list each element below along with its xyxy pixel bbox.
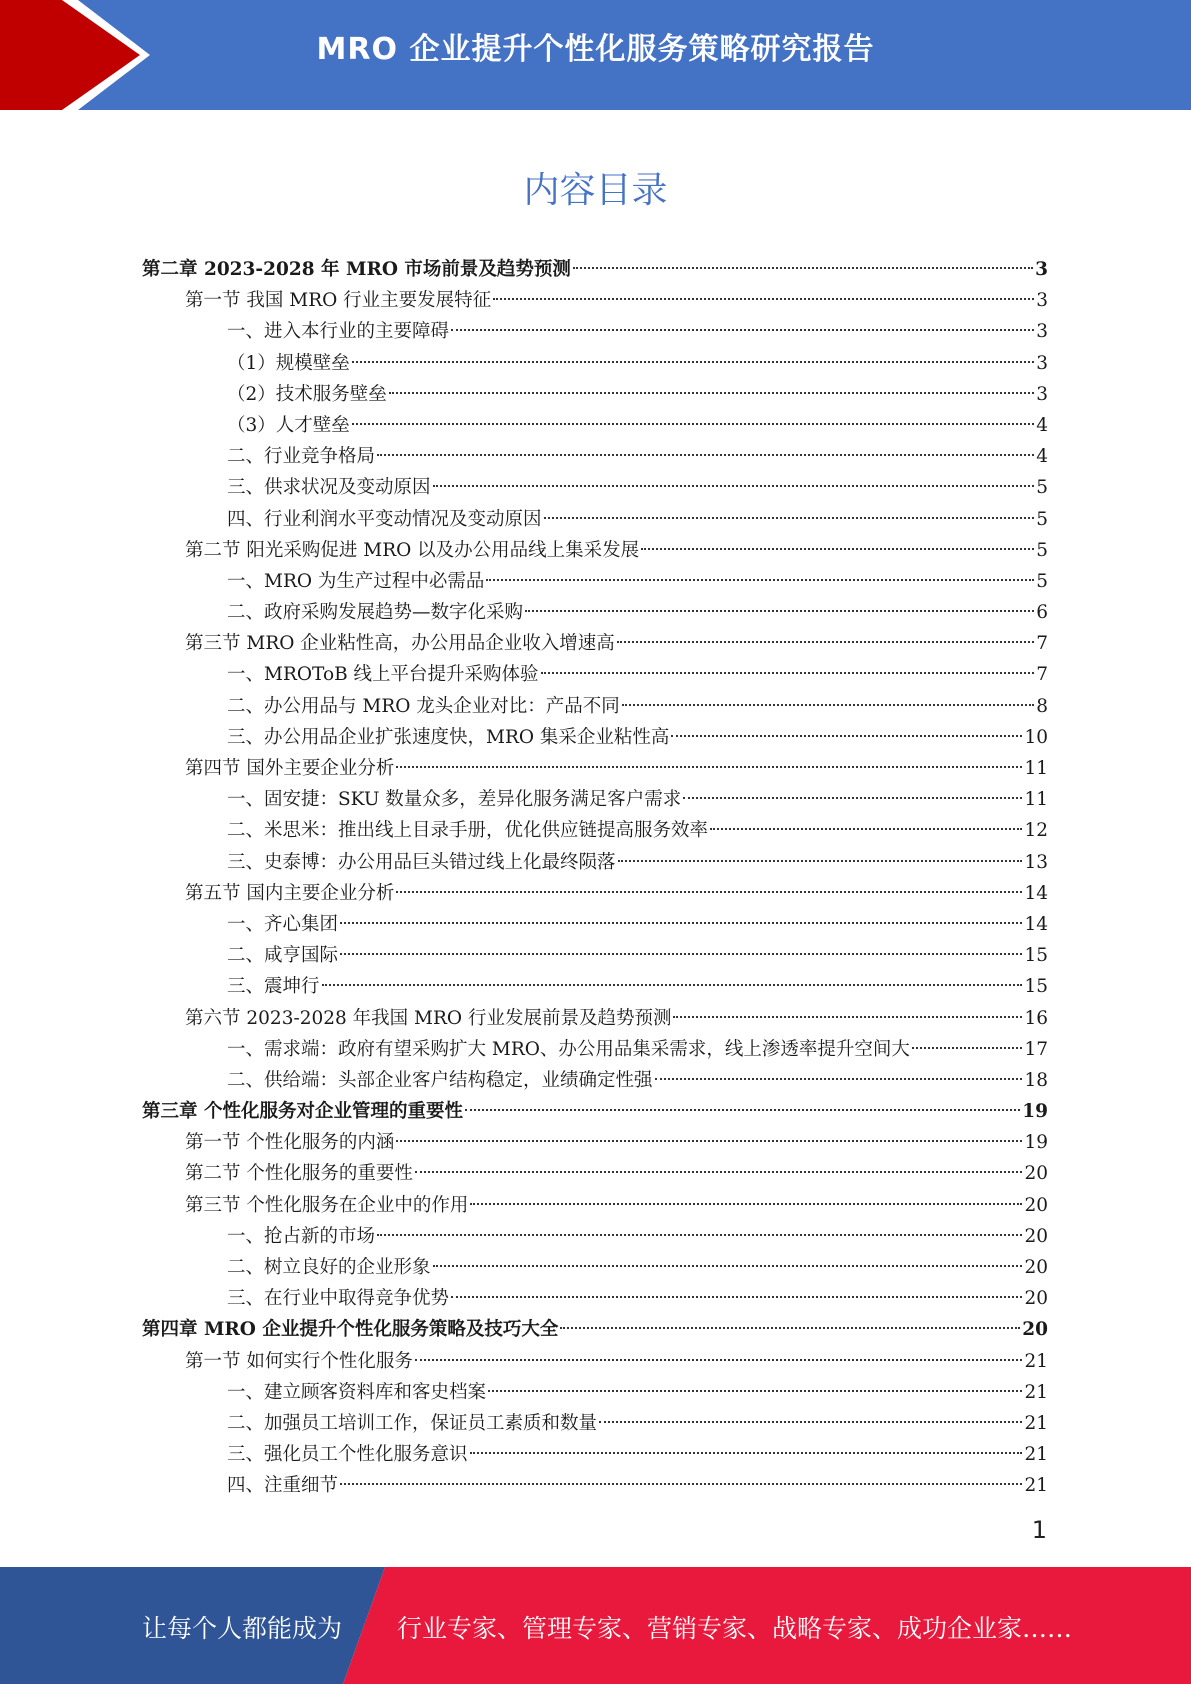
toc-entry-label: 二、政府采购发展趋势—数字化采购 xyxy=(227,602,524,624)
toc-entry-label: 一、抢占新的市场 xyxy=(227,1225,376,1247)
toc-dot-leader xyxy=(673,1016,1022,1018)
toc-dot-leader xyxy=(340,922,1022,924)
toc-entry-label: 第三章 个性化服务对企业管理的重要性 xyxy=(142,1101,463,1123)
toc-dot-leader xyxy=(912,1047,1023,1049)
toc-entry-label: 一、固安捷：SKU 数量众多，差异化服务满足客户需求 xyxy=(227,789,682,811)
toc-entry[interactable] xyxy=(142,1003,1048,1034)
toc-entry-page: 19 xyxy=(1022,1101,1048,1123)
toc-entry-page: 5 xyxy=(1036,570,1048,592)
toc-dot-leader xyxy=(396,891,1022,893)
toc-entry-page: 16 xyxy=(1024,1007,1048,1029)
toc-entry-label: 一、进入本行业的主要障碍 xyxy=(227,321,450,343)
page-header xyxy=(0,0,1191,110)
toc-entry[interactable] xyxy=(142,1377,1048,1408)
toc-entry[interactable] xyxy=(142,909,1048,940)
toc-entry-label: 一、MRO 为生产过程中必需品 xyxy=(227,570,485,592)
toc-entry-page: 14 xyxy=(1024,913,1048,935)
toc-entry-page: 20 xyxy=(1022,1319,1048,1341)
toc-entry-label: 第一节 我国 MRO 行业主要发展特征 xyxy=(185,290,492,312)
page-footer xyxy=(0,1567,1191,1684)
toc-entry[interactable] xyxy=(142,1221,1048,1252)
toc-entry[interactable] xyxy=(142,348,1048,379)
toc-entry-label: 第一节 如何实行个性化服务 xyxy=(185,1350,413,1372)
toc-entry-page: 11 xyxy=(1024,758,1048,779)
toc-dot-leader xyxy=(451,1296,1022,1298)
toc-entry[interactable] xyxy=(142,1346,1048,1377)
toc-entry-page: 3 xyxy=(1035,259,1048,280)
toc-entry-label: 第六节 2023-2028 年我国 MRO 行业发展前景及趋势预测 xyxy=(185,1007,672,1029)
toc-entry-page: 17 xyxy=(1024,1038,1048,1060)
toc-entry[interactable] xyxy=(142,659,1048,690)
toc-entry[interactable] xyxy=(142,472,1048,503)
toc-entry-page: 21 xyxy=(1024,1350,1048,1372)
toc-dot-leader xyxy=(560,1327,1020,1329)
toc-dot-leader xyxy=(486,579,1034,581)
table-of-contents xyxy=(142,254,1048,1502)
toc-entry-page: 3 xyxy=(1036,383,1048,405)
toc-entry-label: 一、齐心集团 xyxy=(227,913,339,935)
toc-entry-label: 四、注重细节 xyxy=(227,1475,339,1497)
toc-entry[interactable] xyxy=(142,1470,1048,1501)
toc-entry-page: 21 xyxy=(1024,1475,1048,1497)
toc-dot-leader xyxy=(641,548,1034,550)
toc-entry-page: 4 xyxy=(1036,446,1048,468)
toc-entry[interactable] xyxy=(142,815,1048,846)
toc-entry-label: 三、供求状况及变动原因 xyxy=(227,477,431,499)
toc-entry-page: 21 xyxy=(1024,1444,1048,1466)
toc-entry[interactable] xyxy=(142,285,1048,316)
toc-entry[interactable] xyxy=(142,441,1048,472)
toc-dot-leader xyxy=(599,1421,1022,1423)
toc-dot-leader xyxy=(433,1265,1023,1267)
toc-heading: 内容目录 xyxy=(523,170,668,211)
toc-entry[interactable] xyxy=(142,691,1048,722)
toc-entry[interactable] xyxy=(142,1314,1048,1345)
toc-entry-label: （3）人才壁垒 xyxy=(227,414,350,436)
toc-dot-leader xyxy=(488,1390,1022,1392)
toc-entry[interactable] xyxy=(142,847,1048,878)
toc-entry[interactable] xyxy=(142,1408,1048,1439)
toc-dot-leader xyxy=(544,517,1035,519)
toc-entry[interactable] xyxy=(142,971,1048,1002)
toc-entry-page: 20 xyxy=(1024,1225,1048,1247)
toc-entry-page: 13 xyxy=(1024,851,1048,873)
toc-entry-page: 21 xyxy=(1024,1412,1048,1434)
toc-dot-leader xyxy=(622,704,1034,706)
toc-entry-label: 三、史泰博：办公用品巨头错过线上化最终陨落 xyxy=(227,851,616,873)
toc-entry-page: 15 xyxy=(1024,945,1048,967)
toc-entry-label: 二、加强员工培训工作，保证员工素质和数量 xyxy=(227,1412,598,1434)
toc-dot-leader xyxy=(465,1109,1020,1111)
toc-dot-leader xyxy=(322,984,1023,986)
toc-entry-label: 三、震坤行 xyxy=(227,976,320,998)
toc-dot-leader xyxy=(389,392,1034,394)
toc-entry-page: 3 xyxy=(1036,290,1048,312)
toc-entry[interactable] xyxy=(142,504,1048,535)
toc-entry-page: 10 xyxy=(1024,726,1048,748)
toc-entry-label: 二、树立良好的企业形象 xyxy=(227,1257,431,1278)
toc-dot-leader xyxy=(433,485,1035,487)
toc-entry[interactable] xyxy=(142,597,1048,628)
toc-entry-label: 一、建立顾客资料库和客史档案 xyxy=(227,1381,487,1403)
toc-entry-page: 7 xyxy=(1036,664,1048,686)
page-number: 1 xyxy=(1031,1516,1047,1544)
toc-entry-page: 3 xyxy=(1036,321,1048,343)
toc-entry[interactable] xyxy=(142,878,1048,909)
report-title: MRO 企业提升个性化服务策略研究报告 xyxy=(316,32,875,67)
toc-dot-leader xyxy=(617,641,1034,643)
toc-entry[interactable] xyxy=(142,1252,1048,1283)
toc-entry-label: 第五节 国内主要企业分析 xyxy=(185,882,395,904)
toc-entry-page: 12 xyxy=(1024,820,1048,842)
toc-dot-leader xyxy=(618,860,1023,862)
toc-dot-leader xyxy=(415,1171,1023,1173)
toc-entry-page: 5 xyxy=(1036,539,1048,561)
toc-entry-page: 19 xyxy=(1024,1132,1048,1154)
toc-entry-label: 第四章 MRO 企业提升个性化服务策略及技巧大全 xyxy=(142,1319,559,1341)
toc-entry-label: 第三节 MRO 企业粘性高，办公用品企业收入增速高 xyxy=(185,633,615,655)
toc-entry[interactable] xyxy=(142,410,1048,441)
toc-entry-label: 三、强化员工个性化服务意识 xyxy=(227,1444,468,1466)
toc-entry[interactable] xyxy=(142,940,1048,971)
toc-entry[interactable] xyxy=(142,1096,1048,1127)
toc-entry-label: 第一节 个性化服务的内涵 xyxy=(185,1132,395,1154)
toc-dot-leader xyxy=(377,1234,1022,1236)
toc-dot-leader xyxy=(493,298,1034,300)
toc-entry-page: 5 xyxy=(1036,477,1048,499)
toc-dot-leader xyxy=(671,735,1022,737)
toc-entry-page: 20 xyxy=(1024,1257,1048,1278)
toc-entry-page: 20 xyxy=(1024,1194,1048,1216)
toc-entry-label: 二、办公用品与 MRO 龙头企业对比：产品不同 xyxy=(227,695,620,717)
toc-entry-label: 二、咸亨国际 xyxy=(227,945,339,967)
toc-entry-label: 第四节 国外主要企业分析 xyxy=(185,758,395,779)
toc-entry-label: 一、需求端：政府有望采购扩大 MRO、办公用品集采需求，线上渗透率提升空间大 xyxy=(227,1038,910,1060)
toc-entry-page: 18 xyxy=(1024,1069,1048,1091)
toc-entry[interactable] xyxy=(142,1190,1048,1221)
toc-entry-page: 4 xyxy=(1036,414,1048,436)
toc-dot-leader xyxy=(451,329,1034,331)
toc-entry-label: 二、米思米：推出线上目录手册，优化供应链提高服务效率 xyxy=(227,820,709,842)
toc-entry-label: 三、在行业中取得竞争优势 xyxy=(227,1288,450,1310)
toc-dot-leader xyxy=(683,797,1022,799)
footer-slogan-left: 让每个人都能成为 xyxy=(142,1614,343,1643)
toc-entry-page: 20 xyxy=(1024,1163,1048,1185)
toc-entry-label: （2）技术服务壁垒 xyxy=(227,383,387,405)
toc-entry-page: 21 xyxy=(1024,1381,1048,1403)
toc-entry-label: （1）规模壁垒 xyxy=(227,352,350,374)
toc-entry-label: 第二章 2023-2028 年 MRO 市场前景及趋势预测 xyxy=(142,259,571,280)
toc-entry-label: 二、行业竞争格局 xyxy=(227,446,376,468)
toc-entry[interactable] xyxy=(142,1127,1048,1158)
toc-entry[interactable] xyxy=(142,1439,1048,1470)
toc-dot-leader xyxy=(396,1140,1022,1142)
toc-entry-page: 15 xyxy=(1024,976,1048,998)
toc-entry[interactable] xyxy=(142,1158,1048,1189)
toc-entry[interactable] xyxy=(142,1034,1048,1065)
toc-dot-leader xyxy=(377,454,1034,456)
toc-entry[interactable] xyxy=(142,566,1048,597)
toc-dot-leader xyxy=(655,1078,1023,1080)
toc-dot-leader xyxy=(470,1203,1022,1205)
toc-entry[interactable] xyxy=(142,1283,1048,1314)
toc-dot-leader xyxy=(340,1483,1022,1485)
toc-entry[interactable] xyxy=(142,753,1048,784)
toc-dot-leader xyxy=(710,828,1022,830)
toc-entry-label: 四、行业利润水平变动情况及变动原因 xyxy=(227,508,542,530)
toc-entry[interactable] xyxy=(142,784,1048,815)
toc-dot-leader xyxy=(541,672,1035,674)
toc-entry-page: 5 xyxy=(1036,508,1048,530)
toc-dot-leader xyxy=(396,766,1022,768)
toc-entry-page: 8 xyxy=(1036,695,1048,717)
toc-entry-page: 6 xyxy=(1036,602,1048,624)
footer-slogan-right: 行业专家、管理专家、营销专家、战略专家、成功企业家…… xyxy=(397,1614,1073,1643)
toc-dot-leader xyxy=(415,1359,1023,1361)
toc-entry-label: 一、MROToB 线上平台提升采购体验 xyxy=(227,664,539,686)
toc-entry-label: 第二节 个性化服务的重要性 xyxy=(185,1163,413,1185)
toc-dot-leader xyxy=(340,953,1022,955)
toc-entry-page: 7 xyxy=(1036,633,1048,655)
toc-dot-leader xyxy=(470,1452,1023,1454)
toc-entry-label: 三、办公用品企业扩张速度快，MRO 集采企业粘性高 xyxy=(227,726,670,748)
toc-entry-label: 二、供给端：头部企业客户结构稳定，业绩确定性强 xyxy=(227,1069,653,1091)
toc-dot-leader xyxy=(573,267,1033,269)
toc-entry-page: 3 xyxy=(1036,352,1048,374)
toc-entry-page: 20 xyxy=(1024,1288,1048,1310)
toc-entry[interactable] xyxy=(142,722,1048,753)
toc-dot-leader xyxy=(525,610,1034,612)
toc-entry[interactable] xyxy=(142,1065,1048,1096)
toc-entry[interactable] xyxy=(142,316,1048,347)
toc-entry-label: 第三节 个性化服务在企业中的作用 xyxy=(185,1194,469,1216)
toc-entry-page: 14 xyxy=(1024,882,1048,904)
toc-entry-page: 11 xyxy=(1024,789,1048,811)
toc-dot-leader xyxy=(352,423,1034,425)
toc-dot-leader xyxy=(352,361,1034,363)
toc-entry[interactable] xyxy=(142,254,1048,285)
toc-entry[interactable] xyxy=(142,535,1048,566)
toc-entry-label: 第二节 阳光采购促进 MRO 以及办公用品线上集采发展 xyxy=(185,539,640,561)
toc-entry[interactable] xyxy=(142,379,1048,410)
toc-entry[interactable] xyxy=(142,628,1048,659)
